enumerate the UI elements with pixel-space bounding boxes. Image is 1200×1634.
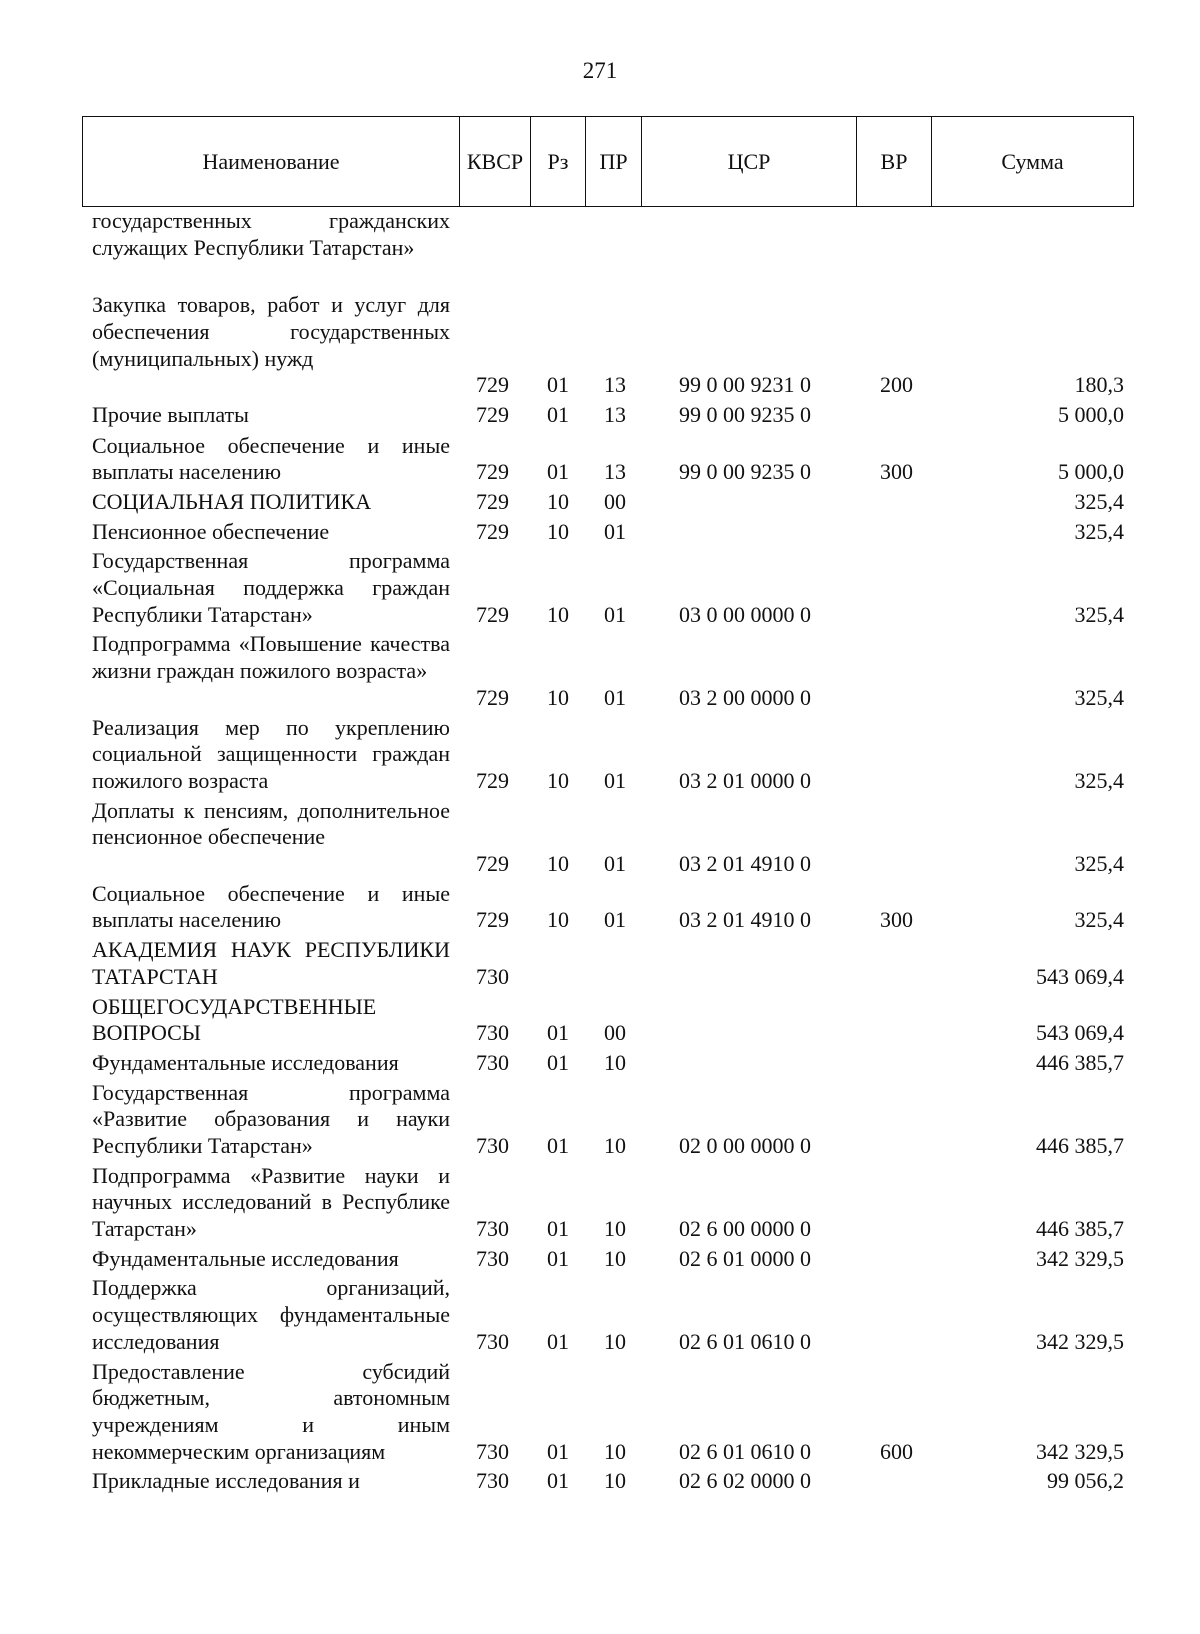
row-name: Социальное обеспечение и иные выплаты населению	[92, 880, 450, 933]
table-row	[0, 631, 1200, 711]
row-sum: 342 329,5	[1036, 1245, 1124, 1271]
row-sum: 325,4	[1074, 518, 1124, 544]
row-pr: 10	[604, 1468, 626, 1494]
row-kvsr: 730	[476, 1132, 509, 1158]
table-row	[0, 1246, 1200, 1273]
row-vr: 300	[880, 907, 913, 933]
row-kvsr: 729	[476, 372, 509, 398]
row-csr: 99 0 00 9235 0	[679, 401, 811, 427]
row-name: государственных гражданских служащих Республики Татарстан»	[92, 208, 450, 260]
header-pr: ПР	[585, 117, 641, 206]
row-name: Поддержка организаций, осуществляющих фундаментальные исследования	[92, 1275, 450, 1354]
table-row	[0, 1080, 1200, 1160]
row-csr: 99 0 00 9235 0	[679, 459, 811, 485]
table-row	[0, 548, 1200, 628]
row-rz: 01	[547, 1328, 569, 1354]
row-pr: 01	[604, 767, 626, 793]
row-rz: 10	[547, 851, 569, 877]
table-header	[82, 116, 1134, 207]
row-vr: 600	[880, 1438, 913, 1464]
row-sum: 99 056,2	[1047, 1468, 1124, 1494]
row-csr: 02 6 01 0610 0	[679, 1438, 811, 1464]
row-sum: 325,4	[1074, 601, 1124, 627]
row-sum: 543 069,4	[1036, 1020, 1124, 1046]
row-sum: 446 385,7	[1036, 1216, 1124, 1242]
row-rz: 01	[547, 1468, 569, 1494]
row-kvsr: 730	[476, 1245, 509, 1271]
row-sum: 325,4	[1074, 851, 1124, 877]
table-row	[0, 1050, 1200, 1077]
row-rz: 10	[547, 488, 569, 514]
table-row	[0, 489, 1200, 516]
row-rz: 01	[547, 1245, 569, 1271]
table-row	[0, 1468, 1200, 1495]
row-rz: 01	[547, 1132, 569, 1158]
table-body	[0, 208, 1200, 1495]
row-sum: 5 000,0	[1058, 401, 1124, 427]
row-csr: 03 2 01 4910 0	[679, 851, 811, 877]
row-csr: 99 0 00 9231 0	[679, 372, 811, 398]
page-number: 271	[582, 58, 618, 83]
row-csr: 02 6 01 0610 0	[679, 1328, 811, 1354]
table-row	[0, 433, 1200, 486]
row-kvsr: 730	[476, 1020, 509, 1046]
row-kvsr: 729	[476, 684, 509, 710]
row-name: АКАДЕМИЯ НАУК РЕСПУБЛИКИ ТАТАРСТАН	[92, 937, 450, 989]
row-pr: 10	[604, 1216, 626, 1242]
table-row	[0, 1275, 1200, 1355]
row-pr: 01	[604, 518, 626, 544]
row-kvsr: 729	[476, 767, 509, 793]
row-pr: 10	[604, 1132, 626, 1158]
row-csr: 02 6 01 0000 0	[679, 1245, 811, 1271]
table-row	[0, 798, 1200, 878]
row-rz: 01	[547, 1438, 569, 1464]
row-name: Государственная программа «Развитие образования и науки Республики Татарстан»	[92, 1079, 450, 1158]
row-sum: 543 069,4	[1036, 963, 1124, 989]
row-name: Прикладные исследования и	[92, 1468, 360, 1494]
row-sum: 5 000,0	[1058, 459, 1124, 485]
row-name: Реализация мер по укреплению социальной защищенности граждан пожилого возраста	[92, 714, 450, 793]
header-sum: Сумма	[931, 117, 1133, 206]
row-kvsr: 730	[476, 1049, 509, 1075]
row-kvsr: 730	[476, 963, 509, 989]
row-sum: 446 385,7	[1036, 1132, 1124, 1158]
row-name: Социальное обеспечение и иные выплаты населению	[92, 432, 450, 485]
row-pr: 00	[604, 1020, 626, 1046]
row-sum: 342 329,5	[1036, 1328, 1124, 1354]
row-pr: 13	[604, 459, 626, 485]
row-pr: 13	[604, 372, 626, 398]
row-rz: 01	[547, 1216, 569, 1242]
row-sum: 180,3	[1074, 372, 1124, 398]
row-name: ОБЩЕГОСУДАРСТВЕННЫЕ ВОПРОСЫ	[92, 993, 377, 1046]
row-csr: 02 6 00 0000 0	[679, 1216, 811, 1242]
row-name: Подпрограмма «Повышение качества жизни граждан пожилого возраста»	[92, 631, 450, 684]
row-pr: 13	[604, 401, 626, 427]
table-row	[0, 1359, 1200, 1466]
header-csr: ЦСР	[641, 117, 856, 206]
header-vr: ВР	[856, 117, 931, 206]
row-rz: 01	[547, 1049, 569, 1075]
row-name: Подпрограмма «Развитие науки и научных исследований в Республике Татарстан»	[92, 1162, 450, 1242]
row-name: Предоставление субсидий бюджетным, автономным учреждениям и иным некоммерческим организациям	[92, 1358, 450, 1464]
row-sum: 446 385,7	[1036, 1049, 1124, 1075]
row-kvsr: 730	[476, 1438, 509, 1464]
table-row	[0, 881, 1200, 934]
row-kvsr: 729	[476, 851, 509, 877]
row-kvsr: 730	[476, 1216, 509, 1242]
row-name: Фундаментальные исследования	[92, 1245, 399, 1271]
row-sum: 325,4	[1074, 684, 1124, 710]
row-kvsr: 730	[476, 1328, 509, 1354]
row-csr: 02 6 02 0000 0	[679, 1468, 811, 1494]
row-pr: 10	[604, 1245, 626, 1271]
row-name: Пенсионное обеспечение	[92, 518, 330, 544]
row-name: Доплаты к пенсиям, дополнительное пенсионное обеспечение	[92, 797, 450, 850]
row-csr: 03 2 01 4910 0	[679, 907, 811, 933]
table-row	[0, 208, 1200, 288]
row-sum: 325,4	[1074, 907, 1124, 933]
row-kvsr: 730	[476, 1468, 509, 1494]
row-kvsr: 729	[476, 401, 509, 427]
row-kvsr: 729	[476, 488, 509, 514]
row-name: Прочие выплаты	[92, 401, 249, 427]
row-sum: 325,4	[1074, 488, 1124, 514]
row-name: СОЦИАЛЬНАЯ ПОЛИТИКА	[92, 488, 372, 514]
row-csr: 03 0 00 0000 0	[679, 601, 811, 627]
table-row	[0, 1163, 1200, 1243]
row-rz: 10	[547, 907, 569, 933]
row-pr: 01	[604, 684, 626, 710]
row-pr: 10	[604, 1438, 626, 1464]
row-rz: 01	[547, 1020, 569, 1046]
row-rz: 01	[547, 401, 569, 427]
row-vr: 300	[880, 459, 913, 485]
header-kvsr: КВСР	[459, 117, 530, 206]
row-pr: 01	[604, 851, 626, 877]
row-pr: 01	[604, 601, 626, 627]
row-csr: 03 2 00 0000 0	[679, 684, 811, 710]
table-row	[0, 292, 1200, 399]
row-kvsr: 729	[476, 907, 509, 933]
row-kvsr: 729	[476, 518, 509, 544]
row-kvsr: 729	[476, 601, 509, 627]
row-rz: 01	[547, 372, 569, 398]
row-rz: 10	[547, 767, 569, 793]
row-pr: 00	[604, 488, 626, 514]
row-pr: 10	[604, 1049, 626, 1075]
table-row	[0, 994, 1200, 1047]
row-csr: 02 0 00 0000 0	[679, 1132, 811, 1158]
table-row	[0, 715, 1200, 795]
row-rz: 01	[547, 459, 569, 485]
row-rz: 10	[547, 601, 569, 627]
row-rz: 10	[547, 684, 569, 710]
row-name: Закупка товаров, работ и услуг для обеспечения государственных (муниципальных) нужд	[92, 292, 450, 371]
table-row	[0, 519, 1200, 546]
header-rz: Рз	[530, 117, 585, 206]
row-kvsr: 729	[476, 459, 509, 485]
row-name: Государственная программа «Социальная поддержка граждан Республики Татарстан»	[92, 548, 450, 627]
row-pr: 10	[604, 1328, 626, 1354]
row-sum: 325,4	[1074, 767, 1124, 793]
header-name: Наименование	[202, 148, 340, 174]
row-vr: 200	[880, 372, 913, 398]
table-row	[0, 937, 1200, 990]
row-csr: 03 2 01 0000 0	[679, 767, 811, 793]
row-name: Фундаментальные исследования	[92, 1049, 399, 1075]
row-pr: 01	[604, 907, 626, 933]
table-row	[0, 402, 1200, 429]
row-rz: 10	[547, 518, 569, 544]
row-sum: 342 329,5	[1036, 1438, 1124, 1464]
